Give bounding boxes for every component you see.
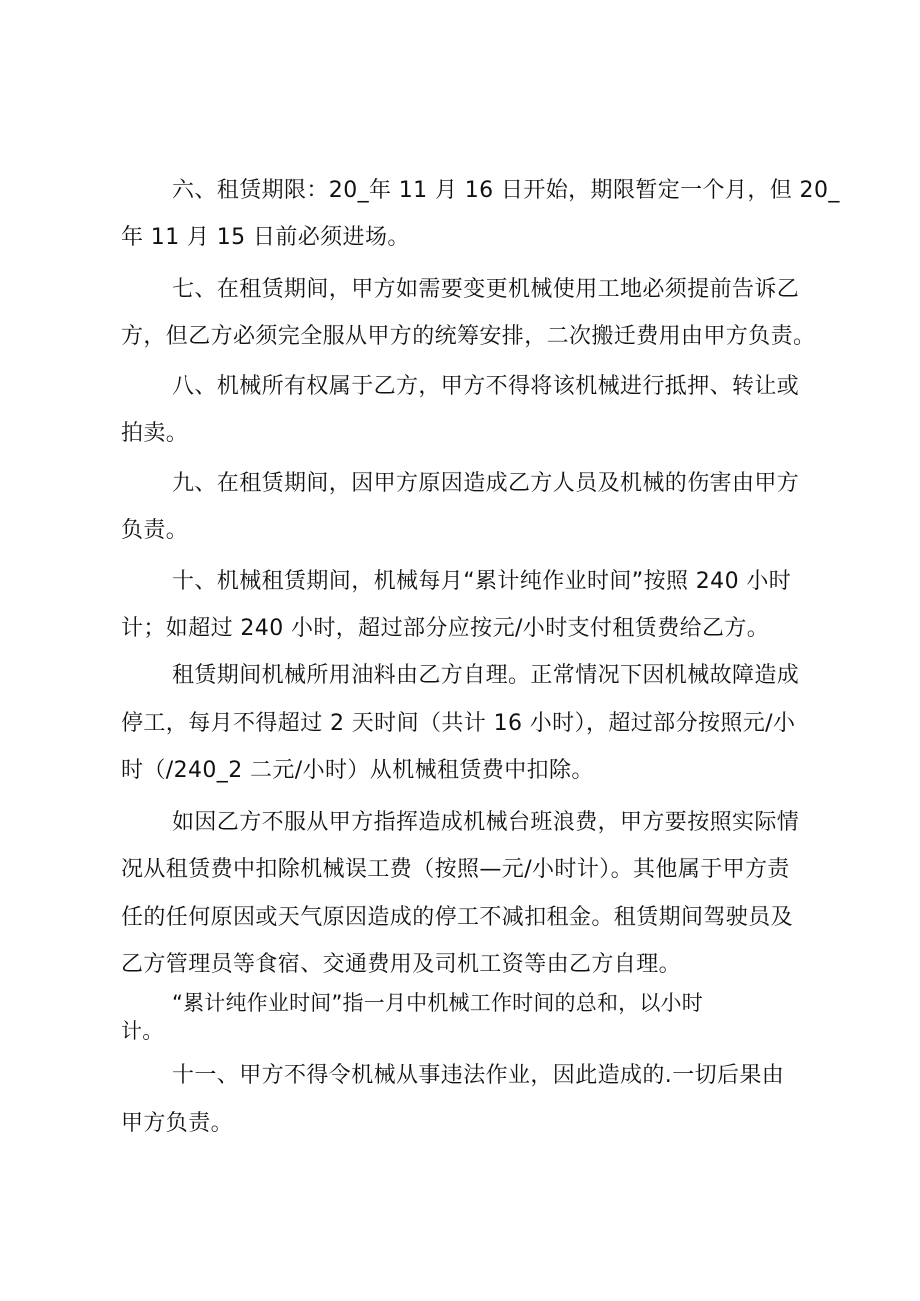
clause-11-line-1: 十一、甲方不得令机械从事违法作业，因此造成的.一切后果由 (172, 1063, 785, 1088)
waste-line-4: 乙方管理员等食宿、交通费用及司机工资等由乙方自理。 (121, 952, 682, 977)
waste-line-2: 况从租赁费中扣除机械误工费（按照—元/小时计）。其他属于甲方责 (121, 857, 790, 882)
clause-9-line-2: 负责。 (121, 518, 189, 543)
clause-6-line-1: 六、租赁期限：20_年 11 月 16 日开始，期限暂定一个月，但 20_ (172, 178, 840, 203)
clause-8-line-1: 八、机械所有权属于乙方，甲方不得将该机械进行抵押、转让或 (172, 374, 800, 399)
waste-line-1: 如因乙方不服从甲方指挥造成机械台班浪费，甲方要按照实际情 (172, 810, 800, 835)
clause-11-line-2: 甲方负责。 (121, 1111, 234, 1136)
clause-9-line-1: 九、在租赁期间，因甲方原因造成乙方人员及机械的伤害由甲方 (172, 471, 800, 496)
clause-7-line-1: 七、在租赁期间，甲方如需要变更机械使用工地必须提前告诉乙 (172, 277, 800, 302)
waste-line-3: 任的任何原因或天气原因造成的停工不减扣租金。租赁期间驾驶员及 (121, 905, 794, 930)
fuel-fault-line-2: 停工，每月不得超过 2 天时间（共计 16 小时），超过部分按照元/小 (121, 711, 796, 736)
definition-line-1: “累计纯作业时间”指一月中机械工作时间的总和，以小时 (172, 991, 703, 1015)
fuel-fault-line-1: 租赁期间机械所用油料由乙方自理。正常情况下因机械故障造成 (172, 663, 800, 688)
clause-10-line-1: 十、机械租赁期间，机械每月“累计纯作业时间”按照 240 小时 (172, 569, 792, 594)
clause-8-line-2: 拍卖。 (121, 421, 189, 446)
fuel-fault-line-3: 时（/240_2 二元/小时）从机械租赁费中扣除。 (121, 758, 594, 783)
clause-6-line-2: 年 11 月 15 日前必须进场。 (121, 225, 410, 250)
definition-line-2: 计。 (121, 1019, 164, 1043)
clause-7-line-2: 方，但乙方必须完全服从甲方的统筹安排，二次搬迁费用由甲方负责。 (121, 324, 816, 349)
clause-10-line-2: 计；如超过 240 小时，超过部分应按元/小时支付租赁费给乙方。 (121, 616, 770, 641)
